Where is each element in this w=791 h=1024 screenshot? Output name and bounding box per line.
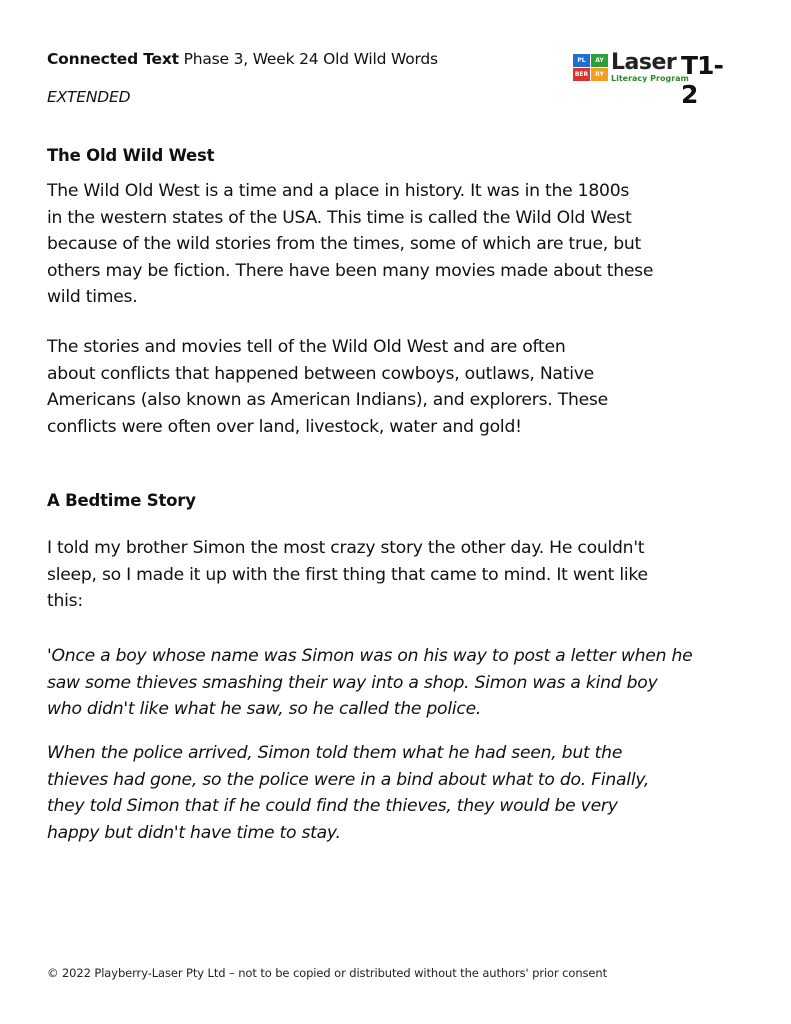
copyright-footer: © 2022 Playberry-Laser Pty Ltd – not to be copied or distributed without the authors' prior consent — [47, 966, 607, 980]
story-paragraph — [47, 643, 747, 723]
logo-tile: BER — [573, 68, 590, 81]
logo-name: Laser — [611, 50, 677, 75]
paragraph — [47, 334, 747, 440]
paragraph — [47, 178, 747, 311]
text-line: saw some thieves smashing their way into a shop. Simon was a kind boy — [47, 672, 658, 693]
text-line: wild times. — [47, 287, 138, 307]
text-line: The Wild Old West is a time and a place in history. It was in the 1800s — [47, 181, 630, 201]
paragraph — [47, 535, 747, 615]
text-line: 'Once a boy whose name was Simon was on his way to post a letter when he — [47, 646, 693, 666]
text-line: conflicts were often over land, livestock, water and gold! — [47, 416, 522, 437]
text-line: I told my brother Simon the most crazy story the other day. He couldn't — [47, 538, 645, 558]
header-bold-label: Connected Text — [47, 50, 179, 68]
text-line: in the western states of the USA. This time is called the Wild Old West — [47, 207, 632, 228]
text-line: Americans (also known as American Indians), and explorers. These — [47, 390, 608, 410]
text-line: others may be fiction. There have been many movies made about these — [47, 260, 654, 281]
section-heading: A Bedtime Story — [47, 491, 196, 510]
text-line: because of the wild stories from the times, some of which are true, but — [47, 234, 641, 254]
header-title: Phase 3, Week 24 Old Wild Words — [183, 50, 438, 68]
text-line: thieves had gone, so the police were in a bind about what to do. Finally, — [47, 769, 650, 790]
logo-tile: RY — [591, 68, 608, 81]
text-line: happy but didn't have time to stay. — [47, 822, 341, 843]
text-line: The stories and movies tell of the Wild Old West and are often — [47, 337, 566, 357]
text-line: about conflicts that happened between cowboys, outlaws, Native — [47, 363, 594, 384]
playberry-tiles-icon — [573, 54, 609, 82]
laser-logo — [573, 50, 733, 109]
text-line: When the police arrived, Simon told them what he had seen, but the — [47, 743, 623, 763]
story-paragraph — [47, 740, 747, 846]
text-line: this: — [47, 591, 83, 611]
logo-tile: PL — [573, 54, 590, 67]
logo-tagline: Literacy Program — [611, 74, 689, 83]
level-label: EXTENDED — [47, 88, 131, 106]
header-line — [47, 50, 438, 68]
text-line: they told Simon that if he could find the thieves, they would be very — [47, 796, 618, 816]
text-line: sleep, so I made it up with the first thing that came to mind. It went like — [47, 564, 648, 585]
section-heading: The Old Wild West — [47, 146, 215, 165]
text-line: who didn't like what he saw, so he called the police. — [47, 699, 482, 719]
logo-badge: T1-2 — [681, 51, 723, 109]
logo-tile: AY — [591, 54, 608, 67]
